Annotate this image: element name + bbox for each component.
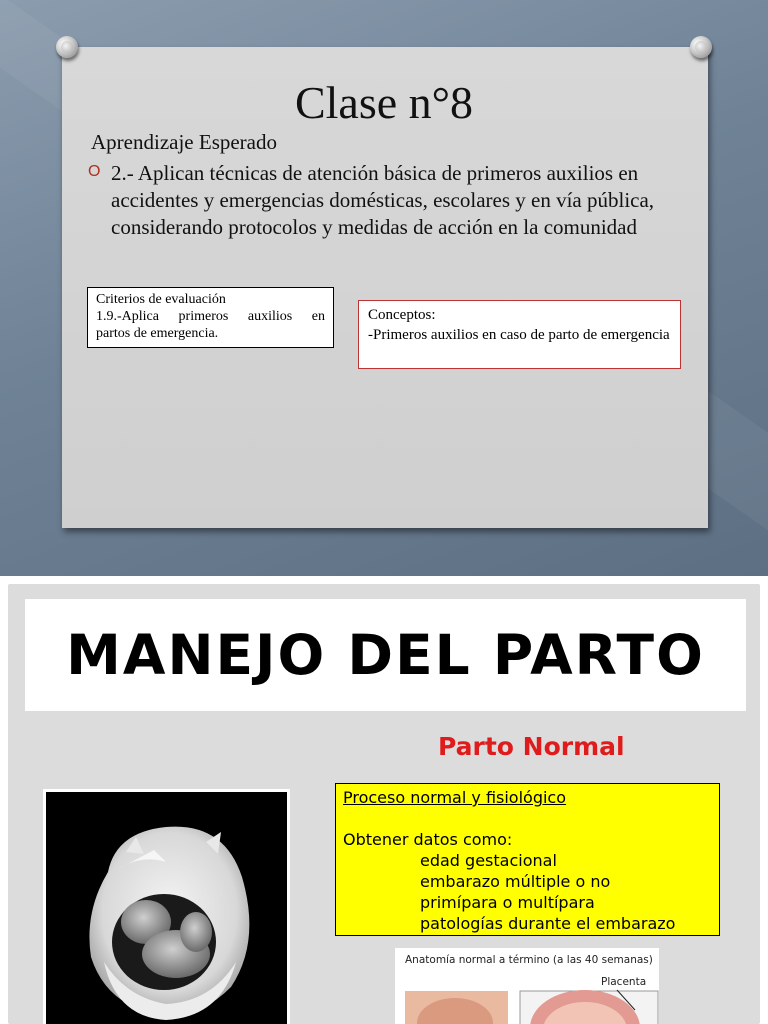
criterios-line: partos de emergencia.	[96, 326, 219, 341]
title-banner	[25, 599, 746, 711]
placenta-label: Placenta	[601, 976, 647, 988]
box-item: primípara o multípara	[420, 893, 595, 912]
slide-subtitle: Parto Normal	[438, 732, 625, 761]
bullet-text: 2.- Aplican técnicas de atención básica de primeros auxilios en accidentes y emergencias domésticas, escolares y en vía pública, considerando protocolos y medidas de acción en la comunidad	[111, 161, 655, 239]
box-item: patologías durante el embarazo	[420, 914, 676, 933]
criterios-line: 1.9.-Aplica primeros auxilios en	[96, 309, 325, 324]
pushpin-icon	[56, 36, 78, 58]
pushpin-icon	[690, 36, 712, 58]
anatomy-title: Anatomía normal a término (a las 40 semanas)	[405, 954, 653, 966]
slide-title: Clase n°8	[294, 77, 474, 128]
conceptos-box	[358, 300, 681, 369]
slide-subtitle: Aprendizaje Esperado	[91, 130, 277, 154]
box-heading: Proceso normal y fisiológico	[343, 788, 567, 807]
anatomy-illustration	[395, 948, 659, 1024]
conceptos-heading: Conceptos:	[368, 307, 436, 323]
slide-title: MANEJO DEL PARTO	[66, 623, 705, 687]
criterios-heading: Criterios de evaluación	[96, 292, 226, 307]
bullet-icon: O	[88, 163, 101, 180]
parto-normal-box	[335, 783, 720, 936]
baby-in-shell-image	[46, 792, 287, 1024]
anatomy-figure	[395, 948, 659, 1024]
conceptos-body: -Primeros auxilios en caso de parto de emergencia	[368, 327, 670, 343]
baby-photo	[43, 789, 290, 1024]
box-item: edad gestacional	[420, 851, 557, 870]
slide-2	[8, 584, 760, 1024]
box-item: embarazo múltiple o no	[420, 872, 611, 891]
box-intro: Obtener datos como:	[343, 830, 513, 849]
criterios-box	[87, 287, 334, 348]
